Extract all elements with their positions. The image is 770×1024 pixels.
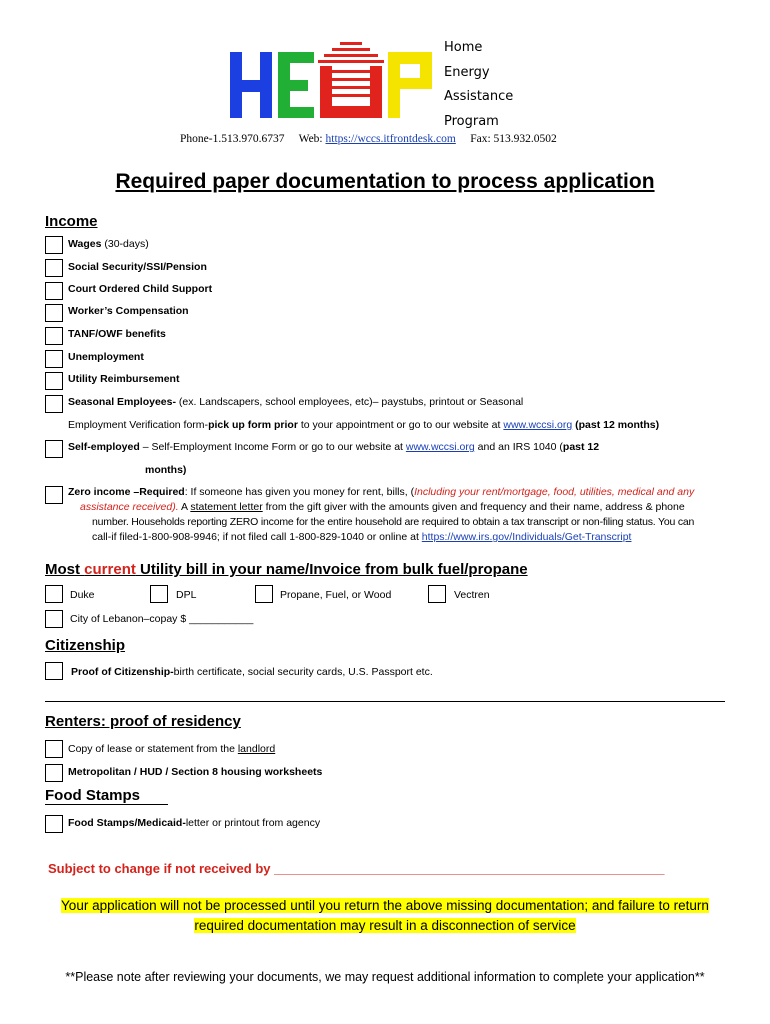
food-stamps-label: Food Stamps/Medicaid-letter or printout from agency	[68, 817, 321, 829]
hud-checkbox[interactable]	[45, 764, 63, 782]
seasonal-label: Seasonal Employees- (ex. Landscapers, school employees, etc)– paystubs, printout or Seasonal	[68, 396, 524, 408]
phone-number: Phone-1.513.970.6737	[180, 133, 285, 145]
zero-income-label: Zero income –Required: If someone has given you money for rent, bills, (Including your rent/mortgage, food, utilities, medical and any	[68, 486, 695, 498]
lebanon-label: City of Lebanon–copay $ ___________	[70, 613, 254, 625]
warning-line-1: Your application will not be processed until you return the above missing documentation; and failure to return	[61, 898, 709, 913]
citizenship-label: Proof of Citizenship-birth certificate, social security cards, U.S. Passport etc.	[71, 666, 433, 678]
wccsi-link-2[interactable]: www.wccsi.org	[405, 441, 475, 453]
dpl-label: DPL	[176, 589, 197, 601]
footer-note: **Please note after reviewing your documents, we may request additional information to complete your application**	[65, 970, 705, 984]
income-heading: Income	[45, 213, 98, 230]
child-support-checkbox[interactable]	[45, 282, 63, 300]
child-support-label: Court Ordered Child Support	[68, 283, 213, 295]
propane-label: Propane, Fuel, or Wood	[280, 589, 392, 601]
wccsi-link[interactable]: www.wccsi.org	[503, 419, 573, 431]
subject-to-change: Subject to change if not received by ______________________________________________________	[48, 861, 665, 876]
food-stamps-heading: Food Stamps	[45, 787, 168, 805]
self-employed-checkbox[interactable]	[45, 440, 63, 458]
tanf-label: TANF/OWF benefits	[68, 328, 166, 340]
seasonal-checkbox[interactable]	[45, 395, 63, 413]
utility-heading: Most current Utility bill in your name/Invoice from bulk fuel/propane	[45, 561, 528, 578]
social-security-label: Social Security/SSI/Pension	[68, 261, 207, 273]
section-divider	[45, 701, 725, 702]
wages-label: Wages (30-days)	[68, 238, 149, 250]
warning-line-2: required documentation may result in a disconnection of service	[194, 918, 576, 933]
page-title: Required paper documentation to process application	[115, 170, 655, 193]
fax-number: Fax: 513.932.0502	[470, 133, 557, 145]
propane-checkbox[interactable]	[255, 585, 273, 603]
program-name	[444, 36, 513, 134]
hud-label: Metropolitan / HUD / Section 8 housing worksheets	[68, 766, 323, 778]
utility-reimbursement-checkbox[interactable]	[45, 372, 63, 390]
tanf-checkbox[interactable]	[45, 327, 63, 345]
contact-line	[180, 133, 557, 145]
self-employed-label-line2: months)	[145, 464, 187, 476]
citizenship-heading: Citizenship	[45, 637, 126, 654]
lease-checkbox[interactable]	[45, 740, 63, 758]
self-employed-label: Self-employed – Self-Employment Income Form or go to our website at www.wccsi.org and an IRS 1040 (past 12	[68, 441, 600, 453]
heap-logo	[228, 40, 438, 120]
program-line-program: Program	[444, 113, 499, 129]
lease-label: Copy of lease or statement from the landlord	[68, 743, 276, 755]
web-label: Web:	[298, 133, 323, 145]
workers-comp-checkbox[interactable]	[45, 304, 63, 322]
vectren-label: Vectren	[454, 589, 490, 601]
wages-checkbox[interactable]	[45, 236, 63, 254]
zero-income-checkbox[interactable]	[45, 486, 63, 504]
utility-reimbursement-label: Utility Reimbursement	[68, 373, 180, 385]
zero-income-line3: number. Households reporting ZERO income for the entire household are required to obtain a tax transcript or non-filing status. You can	[92, 516, 695, 528]
zero-income-line4: call-if filed-1-800-908-9946; if not filed call 1-800-829-1040 or online at https://www.irs.gov/Individuals/Get-Transcript	[92, 531, 632, 543]
program-line-energy: Energy	[444, 64, 490, 80]
duke-label: Duke	[70, 589, 95, 601]
seasonal-label-line2: Employment Verification form-pick up form prior to your appointment or go to our website at www.wccsi.org (past 12 months)	[68, 419, 660, 431]
duke-checkbox[interactable]	[45, 585, 63, 603]
web-link[interactable]: https://wccs.itfrontdesk.com	[325, 133, 456, 145]
renters-heading: Renters: proof of residency	[45, 713, 241, 730]
irs-link[interactable]: https://www.irs.gov/Individuals/Get-Transcript	[421, 531, 632, 543]
zero-income-line2: assistance received). A statement letter from the gift giver with the amounts given and frequency and their name, address & phone	[80, 501, 685, 513]
lebanon-checkbox[interactable]	[45, 610, 63, 628]
food-stamps-checkbox[interactable]	[45, 815, 63, 833]
dpl-checkbox[interactable]	[150, 585, 168, 603]
warning-block	[0, 896, 770, 936]
workers-comp-label: Worker’s Compensation	[68, 305, 189, 317]
social-security-checkbox[interactable]	[45, 259, 63, 277]
vectren-checkbox[interactable]	[428, 585, 446, 603]
unemployment-checkbox[interactable]	[45, 350, 63, 368]
unemployment-label: Unemployment	[68, 351, 144, 363]
citizenship-checkbox[interactable]	[45, 662, 63, 680]
heap-logo-graphic	[228, 40, 438, 120]
program-line-home: Home	[444, 40, 483, 55]
program-line-assistance: Assistance	[444, 89, 514, 104]
